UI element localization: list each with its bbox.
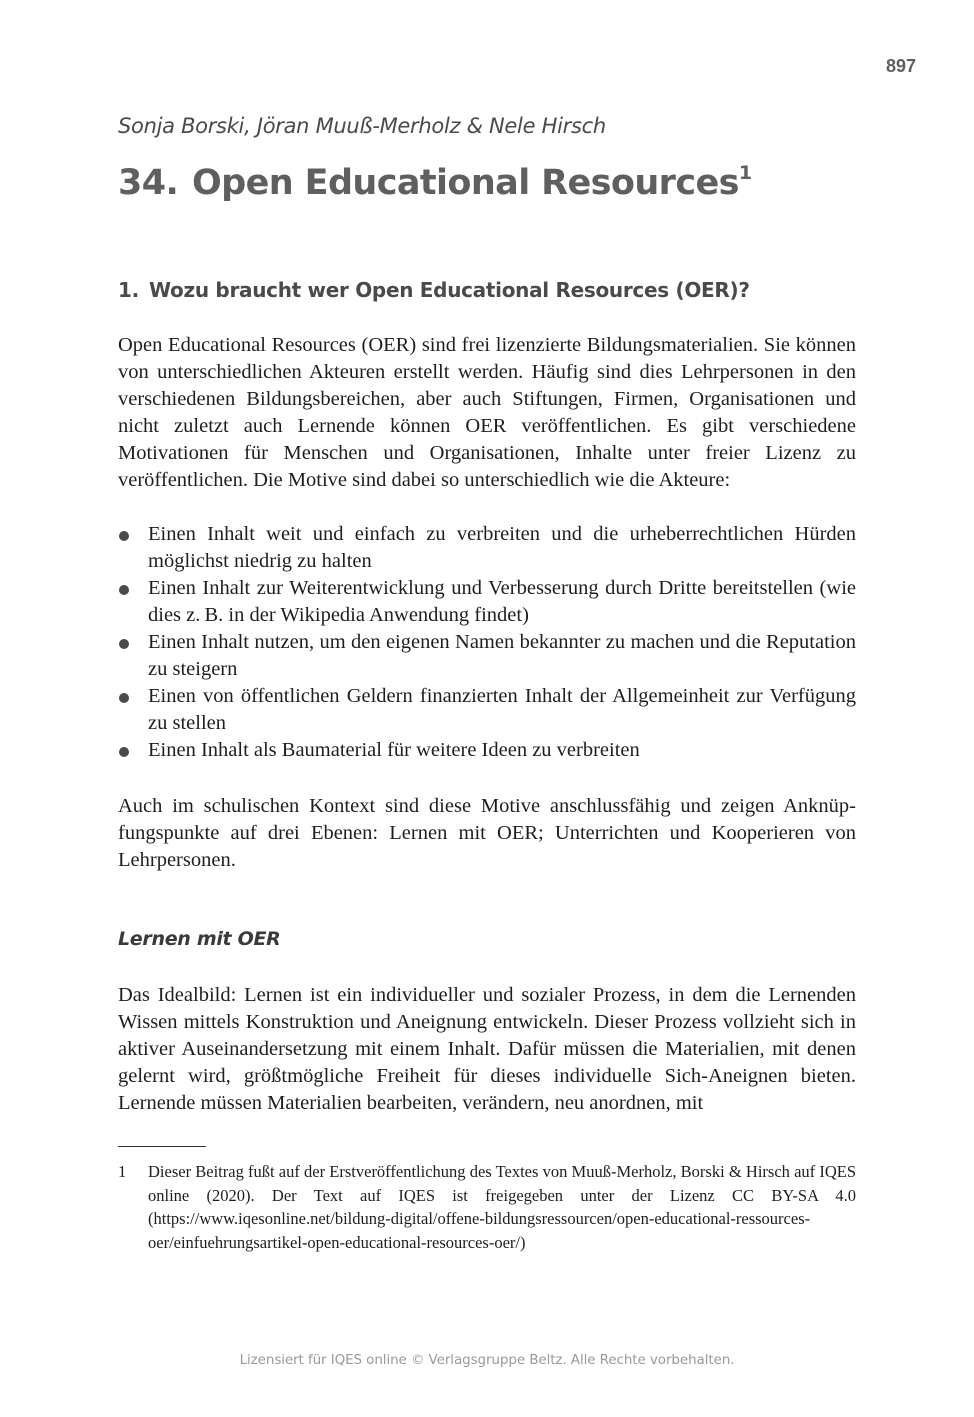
chapter-authors: Sonja Borski, Jöran Muuß-Merholz & Nele Hirsch: [118, 114, 606, 138]
paragraph-idealbild: Das Idealbild: Lernen ist ein individueller und sozialer Prozess, in dem die Lernenden Wissen mittels Konstruktion und Aneignung entwickeln. Dieser Prozess vollzieht sich in aktiver Auseinandersetzung mit einem Inhalt. Dafür müssen die Materialien, mit denen gelernt wird, größtmögliche Freiheit für dieses individuelle Sich-Aneignen bieten. Lernende müssen Materialien bearbeiten, verändern, neu anordnen, mit: [118, 984, 856, 1114]
list-item-text: Einen Inhalt als Baumaterial für weitere Ideen zu verbreiten: [148, 739, 640, 761]
footnote-reference: 1: [738, 162, 752, 185]
paragraph-school-context: Auch im schulischen Kontext sind diese Motive anschlussfähig und zeigen Anknüpfungspunkte auf drei Ebenen: Lernen mit OER; Unterrichten und Kooperieren von Lehrpersonen.: [118, 795, 856, 871]
bullet-icon: [119, 639, 129, 649]
chapter-title-text: Open Educational Resources: [192, 163, 739, 203]
chapter-number: 34.: [118, 163, 179, 203]
motives-list: [118, 521, 856, 764]
list-item: [118, 737, 856, 764]
footnote-text: Dieser Beitrag fußt auf der Erstveröffentlichung des Textes von Muuß-Merholz, Borski & Hirsch auf IQES online (2020). Der Text auf IQES ist freigegeben unter der Lizenz CC BY-SA 4.0 (https://www.iqesonline.net/bildung-digital/offene-bildungsressourcen/open-educational-​ressources-oer/einfuehrungsartikel-open-educational-resources-oer/): [148, 1162, 856, 1252]
list-item-text: Einen von öffentlichen Geldern finanzierten Inhalt der Allgemeinheit zur Verfügung zu stellen: [148, 685, 856, 734]
paragraph-intro: Open Educational Resources (OER) sind frei lizenzierte Bildungsmaterialien. Sie können von unterschiedlichen Akteuren erstellt werden. Häufig sind dies Lehrpersonen in den verschiedenen Bildungsbereichen, aber auch Stiftungen, Firmen, Organisationen und nicht zuletzt auch Lernende können OER veröffentlichen. Es gibt verschiedene Motivationen für Menschen und Organisationen, Inhalte unter freier Lizenz zu veröffentlichen. Die Motive sind dabei so unterschiedlich wie die Akteure:: [118, 334, 856, 491]
section-heading: [118, 278, 750, 302]
list-item: [118, 683, 856, 737]
footnote: [118, 1160, 856, 1254]
list-item-text: Einen Inhalt nutzen, um den eigenen Namen bekannter zu machen und die Reputation zu steigern: [148, 631, 856, 680]
bullet-icon: [119, 747, 129, 757]
page-number: 897: [885, 56, 916, 76]
list-item-text: Einen Inhalt zur Weiterentwicklung und Verbesserung durch Dritte bereitstellen (wie dies z. B. in der Wikipedia Anwendung findet): [148, 577, 856, 626]
chapter-title: [118, 163, 751, 203]
subheading-lernen-mit-oer: Lernen mit OER: [118, 928, 281, 950]
list-item: [118, 575, 856, 629]
footnote-number: 1: [118, 1162, 127, 1181]
section-number: 1.: [118, 278, 139, 302]
list-item-text: Einen Inhalt weit und einfach zu verbreiten und die urheberrechtlichen Hürden möglichst niedrig zu halten: [148, 523, 856, 572]
license-notice: Lizensiert für IQES online © Verlagsgruppe Beltz. Alle Rechte vorbehalten.: [239, 1352, 735, 1368]
bullet-icon: [119, 693, 129, 703]
bullet-icon: [119, 585, 129, 595]
list-item: [118, 629, 856, 683]
bullet-icon: [119, 531, 129, 541]
section-title: Wozu braucht wer Open Educational Resources (OER)?: [149, 278, 750, 302]
footnote-divider: [118, 1146, 206, 1147]
list-item: [118, 521, 856, 575]
